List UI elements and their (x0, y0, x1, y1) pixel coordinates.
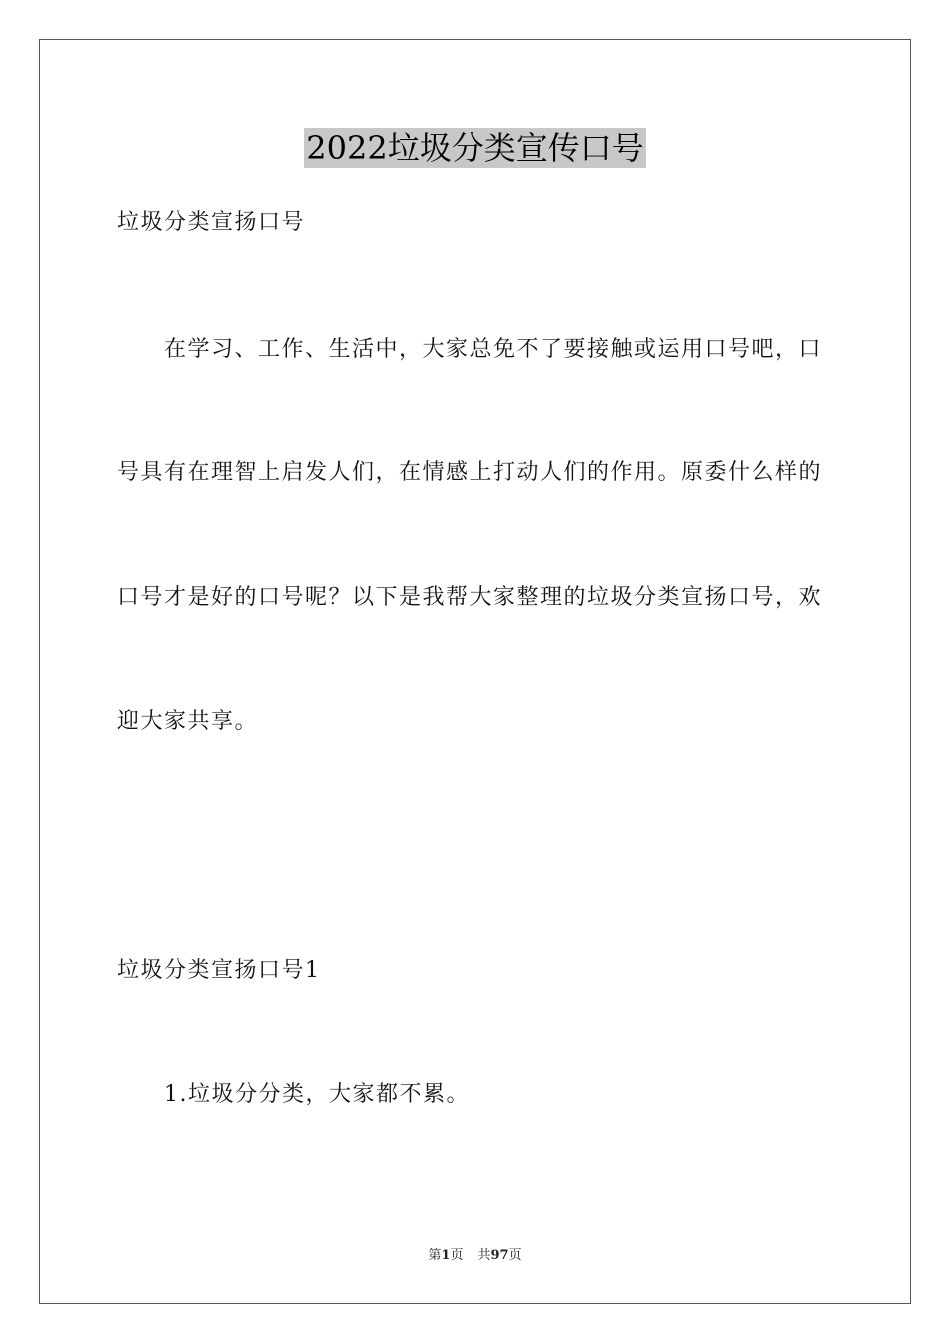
intro-line-2: 号具有在理智上启发人们，在情感上打动人们的作用。原委什么样的 (117, 460, 823, 485)
title-container (0, 128, 950, 168)
footer-page-total: 97 (490, 1248, 509, 1263)
intro-line-3: 口号才是好的口号呢？以下是我帮大家整理的垃圾分类宣扬口号，欢 (117, 585, 823, 610)
footer-page-suffix: 页 (450, 1248, 464, 1263)
document-title: 2022垃圾分类宣传口号 (306, 129, 644, 167)
intro-line-1: 在学习、工作、生活中，大家总免不了要接触或运用口号吧，口 (164, 337, 823, 362)
slogan-item-1: 1.垃圾分分类，大家都不累。 (164, 1082, 470, 1107)
subtitle-heading: 垃圾分类宣扬口号 (117, 210, 306, 235)
section-heading-1: 垃圾分类宣扬口号1 (117, 958, 321, 983)
footer-total-prefix: 共 (477, 1248, 491, 1263)
intro-line-4: 迎大家共享。 (117, 709, 259, 734)
footer-page-prefix: 第 (428, 1248, 442, 1263)
page-footer (0, 1247, 950, 1265)
footer-page-current: 1 (441, 1248, 451, 1263)
footer-total-suffix: 页 (508, 1248, 522, 1263)
